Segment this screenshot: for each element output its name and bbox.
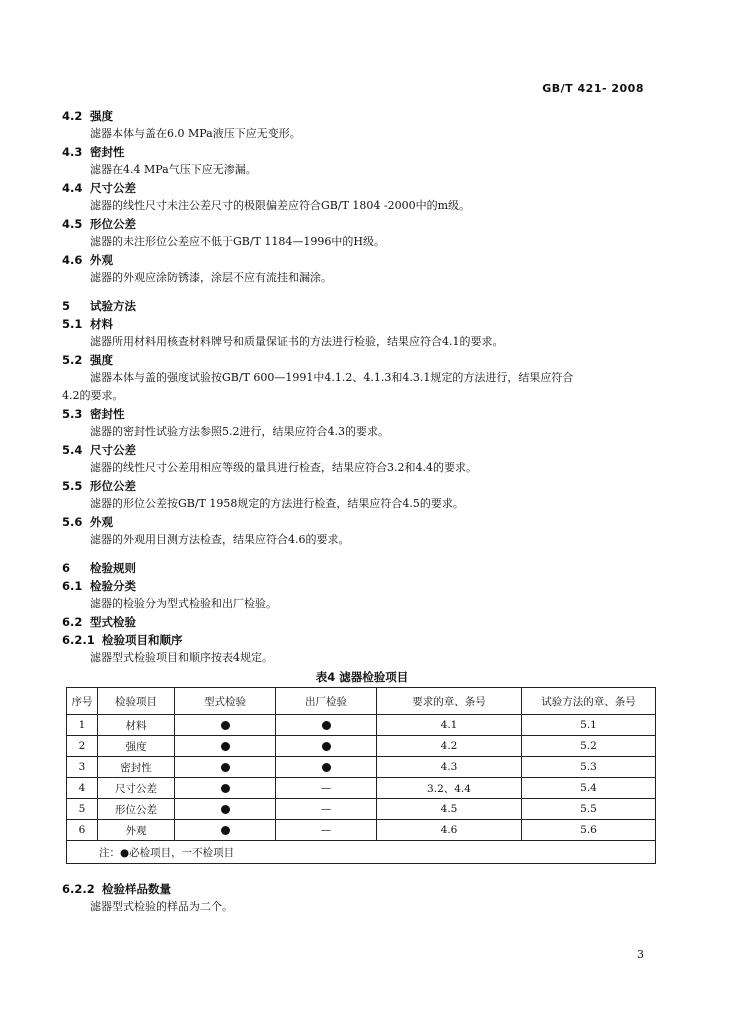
section-title: 尺寸公差 xyxy=(90,181,136,195)
table-row xyxy=(67,820,656,841)
table-row xyxy=(67,799,656,820)
filled-circle-icon xyxy=(221,763,230,772)
table-row xyxy=(67,757,656,778)
table-note-row xyxy=(67,841,656,864)
section-heading-6-2-2 xyxy=(62,880,662,898)
section-heading-5-2 xyxy=(62,351,662,369)
cell-test-method: 5.6 xyxy=(522,820,656,841)
cell-item: 尺寸公差 xyxy=(98,778,175,799)
section-heading-5-5 xyxy=(62,477,662,495)
cell-test-method: 5.5 xyxy=(522,799,656,820)
paragraph: 滤器的线性尺寸公差用相应等级的量具进行检查，结果应符合3.2和4.4的要求。 xyxy=(90,461,477,474)
section-title: 形位公差 xyxy=(90,479,136,493)
section-number: 6.1 xyxy=(62,579,83,593)
section-title: 形位公差 xyxy=(90,217,136,231)
cell-test-method: 5.3 xyxy=(522,757,656,778)
section-number: 5 xyxy=(62,299,71,313)
document-code: GB/T 421- 2008 xyxy=(542,82,644,95)
section-heading-5-1 xyxy=(62,315,662,333)
section-heading-4-5 xyxy=(62,215,662,233)
section-title: 材料 xyxy=(90,317,113,331)
paragraph: 滤器所用材料用核查材料牌号和质量保证书的方法进行检验，结果应符合4.1的要求。 xyxy=(90,335,504,348)
cell-test-method: 5.2 xyxy=(522,736,656,757)
paragraph: 滤器本体与盖在6.0 MPa液压下应无变形。 xyxy=(90,127,301,140)
section-number: 4.3 xyxy=(62,145,83,159)
inspection-items-table xyxy=(66,687,656,864)
col-header-no: 序号 xyxy=(67,688,98,715)
filled-circle-icon xyxy=(221,784,230,793)
section-heading-6 xyxy=(62,559,662,577)
paragraph: 滤器型式检验的样品为二个。 xyxy=(90,900,233,913)
section-heading-5-3 xyxy=(62,405,662,423)
cell-no: 4 xyxy=(67,778,98,799)
section-heading-4-6 xyxy=(62,251,662,269)
table-row xyxy=(67,715,656,736)
section-number: 4.2 xyxy=(62,109,83,123)
cell-requirement: 4.1 xyxy=(377,715,522,736)
cell-type-test xyxy=(175,778,276,799)
table-header-row xyxy=(67,688,656,715)
section-number: 4.6 xyxy=(62,253,83,267)
col-header-requirement: 要求的章、条号 xyxy=(377,688,522,715)
col-header-factory-test: 出厂检验 xyxy=(276,688,377,715)
section-heading-6-2 xyxy=(62,613,662,631)
section-heading-5-6 xyxy=(62,513,662,531)
section-number: 6.2 xyxy=(62,615,83,629)
section-number: 4.5 xyxy=(62,217,83,231)
page-number: 3 xyxy=(637,948,644,961)
cell-factory-test: — xyxy=(276,778,377,799)
paragraph: 滤器的外观应涂防锈漆，涂层不应有流挂和漏涂。 xyxy=(90,271,332,284)
filled-circle-icon xyxy=(221,826,230,835)
section-title: 尺寸公差 xyxy=(90,443,136,457)
paragraph: 滤器的形位公差按GB/T 1958规定的方法进行检查，结果应符合4.5的要求。 xyxy=(90,497,464,510)
cell-test-method: 5.1 xyxy=(522,715,656,736)
col-header-item: 检验项目 xyxy=(98,688,175,715)
section-number: 5.6 xyxy=(62,515,83,529)
cell-factory-test xyxy=(276,715,377,736)
section-title: 外观 xyxy=(90,253,113,267)
section-heading-4-2 xyxy=(62,107,662,125)
cell-no: 6 xyxy=(67,820,98,841)
paragraph: 滤器的检验分为型式检验和出厂检验。 xyxy=(90,597,277,610)
cell-item: 密封性 xyxy=(98,757,175,778)
sections xyxy=(62,107,662,667)
section-number: 6.2.2 xyxy=(62,882,95,896)
filled-circle-icon xyxy=(322,763,331,772)
cell-test-method: 5.4 xyxy=(522,778,656,799)
section-title: 外观 xyxy=(90,515,113,529)
section-heading-5 xyxy=(62,297,662,315)
paragraph: 滤器的线性尺寸未注公差尺寸的极限偏差应符合GB/T 1804 -2000中的m级。 xyxy=(90,199,471,212)
cell-requirement: 4.3 xyxy=(377,757,522,778)
section-number: 5.2 xyxy=(62,353,83,367)
cell-item: 强度 xyxy=(98,736,175,757)
section-heading-6-2-1 xyxy=(62,631,662,649)
section-heading-4-3 xyxy=(62,143,662,161)
section-heading-5-4 xyxy=(62,441,662,459)
section-number: 6 xyxy=(62,561,71,575)
section-title: 检验规则 xyxy=(90,561,136,575)
cell-factory-test: — xyxy=(276,820,377,841)
section-title: 检验分类 xyxy=(90,579,136,593)
cell-factory-test: — xyxy=(276,799,377,820)
cell-type-test xyxy=(175,820,276,841)
cell-no: 1 xyxy=(67,715,98,736)
section-title: 型式检验 xyxy=(90,615,136,629)
filled-circle-icon xyxy=(221,805,230,814)
paragraph: 滤器在4.4 MPa气压下应无渗漏。 xyxy=(90,163,257,176)
filled-circle-icon xyxy=(221,721,230,730)
table-body xyxy=(67,715,656,841)
section-title: 检验样品数量 xyxy=(102,882,171,896)
paragraph: 滤器本体与盖的强度试验按GB/T 600—1991中4.1.2、4.1.3和4.3.1规定的方法进行，结果应符合 xyxy=(90,371,574,384)
section-number: 5.4 xyxy=(62,443,83,457)
cell-factory-test xyxy=(276,736,377,757)
table-row xyxy=(67,736,656,757)
paragraph: 滤器的未注形位公差应不低于GB/T 1184—1996中的H级。 xyxy=(90,235,385,248)
section-title: 强度 xyxy=(90,353,113,367)
section-number: 5.5 xyxy=(62,479,83,493)
page-content xyxy=(62,107,662,916)
section-title: 强度 xyxy=(90,109,113,123)
table-row xyxy=(67,778,656,799)
section-number: 5.1 xyxy=(62,317,83,331)
cell-no: 3 xyxy=(67,757,98,778)
section-number: 6.2.1 xyxy=(62,633,95,647)
filled-circle-icon xyxy=(322,742,331,751)
paragraph: 滤器的外观用目测方法检查，结果应符合4.6的要求。 xyxy=(90,533,350,546)
cell-no: 5 xyxy=(67,799,98,820)
section-title: 检验项目和顺序 xyxy=(102,633,183,647)
cell-type-test xyxy=(175,715,276,736)
section-title: 试验方法 xyxy=(90,299,136,313)
cell-requirement: 4.5 xyxy=(377,799,522,820)
section-title: 密封性 xyxy=(90,407,125,421)
section-number: 4.4 xyxy=(62,181,83,195)
cell-type-test xyxy=(175,736,276,757)
cell-item: 形位公差 xyxy=(98,799,175,820)
section-heading-4-4 xyxy=(62,179,662,197)
cell-item: 材料 xyxy=(98,715,175,736)
cell-item: 外观 xyxy=(98,820,175,841)
cell-type-test xyxy=(175,799,276,820)
table-caption: 表4 滤器检验项目 xyxy=(315,670,409,684)
cell-factory-test xyxy=(276,757,377,778)
paragraph: 滤器的密封性试验方法参照5.2进行，结果应符合4.3的要求。 xyxy=(90,425,389,438)
cell-no: 2 xyxy=(67,736,98,757)
cell-requirement: 4.6 xyxy=(377,820,522,841)
col-header-type-test: 型式检验 xyxy=(175,688,276,715)
paragraph: 4.2的要求。 xyxy=(62,389,124,402)
filled-circle-icon xyxy=(221,742,230,751)
section-heading-6-1 xyxy=(62,577,662,595)
cell-requirement: 4.2 xyxy=(377,736,522,757)
cell-requirement: 3.2、4.4 xyxy=(377,778,522,799)
section-title: 密封性 xyxy=(90,145,125,159)
table-note: 注：●必检项目，一不检项目 xyxy=(67,841,656,864)
paragraph: 滤器型式检验项目和顺序按表4规定。 xyxy=(90,651,273,664)
col-header-test-method: 试验方法的章、条号 xyxy=(522,688,656,715)
cell-type-test xyxy=(175,757,276,778)
filled-circle-icon xyxy=(322,721,331,730)
section-number: 5.3 xyxy=(62,407,83,421)
